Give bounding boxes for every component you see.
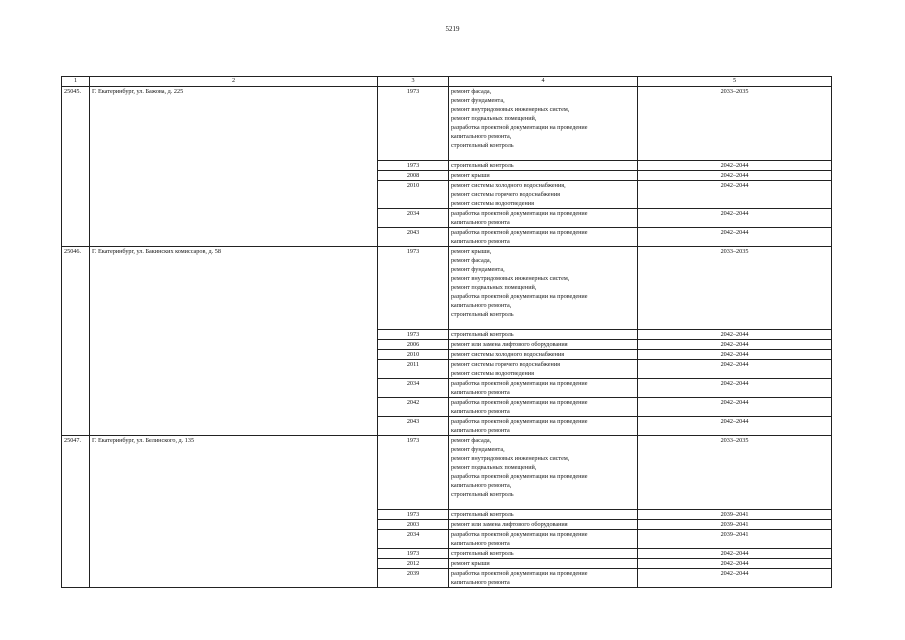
period-cell: 2042–2044 — [638, 340, 832, 350]
year-cell: 1973 — [378, 87, 449, 161]
year-cell: 2042 — [378, 398, 449, 417]
year-cell: 2043 — [378, 228, 449, 247]
period-cell: 2042–2044 — [638, 379, 832, 398]
works-cell: строительный контроль — [449, 549, 638, 559]
table-header — [62, 77, 832, 87]
year-cell: 2010 — [378, 181, 449, 209]
period-cell: 2039–2041 — [638, 510, 832, 520]
works-cell: строительный контроль — [449, 330, 638, 340]
works-cell: разработка проектной документации на проведение капитального ремонта — [449, 209, 638, 228]
works-cell: разработка проектной документации на проведение капитального ремонта — [449, 398, 638, 417]
record-number: 25047. — [62, 436, 90, 588]
works-cell: ремонт или замена лифтового оборудования — [449, 520, 638, 530]
year-cell: 2011 — [378, 360, 449, 379]
works-cell: ремонт фасада, ремонт фундамента, ремонт внутридомовых инженерных систем, ремонт подвальных помещений, разработка проектной документации на проведение капитального ремонта, строительный контроль — [449, 436, 638, 510]
year-cell: 2034 — [378, 209, 449, 228]
period-cell: 2033–2035 — [638, 436, 832, 510]
header-col-2: 2 — [90, 77, 378, 87]
header-col-1: 1 — [62, 77, 90, 87]
year-cell: 1973 — [378, 161, 449, 171]
year-cell: 1973 — [378, 549, 449, 559]
table-row — [62, 247, 832, 330]
period-cell: 2039–2041 — [638, 520, 832, 530]
works-cell: ремонт крыши, ремонт фасада, ремонт фундамента, ремонт внутридомовых инженерных систем, ремонт подвальных помещений, разработка проектной документации на проведение капитального ремонта, строительный контроль — [449, 247, 638, 330]
year-cell: 2039 — [378, 569, 449, 588]
address-cell: Г. Екатеринбург, ул. Белинского, д. 135 — [90, 436, 378, 588]
works-cell: строительный контроль — [449, 161, 638, 171]
period-cell: 2042–2044 — [638, 209, 832, 228]
period-cell: 2042–2044 — [638, 228, 832, 247]
works-cell: разработка проектной документации на проведение капитального ремонта — [449, 569, 638, 588]
address-cell: Г. Екатеринбург, ул. Бакинских комиссаров, д. 58 — [90, 247, 378, 436]
year-cell: 1973 — [378, 436, 449, 510]
address-cell: Г. Екатеринбург, ул. Бажова, д. 225 — [90, 87, 378, 247]
period-cell: 2033–2035 — [638, 247, 832, 330]
period-cell: 2042–2044 — [638, 559, 832, 569]
period-cell: 2042–2044 — [638, 569, 832, 588]
period-cell: 2042–2044 — [638, 330, 832, 340]
year-cell: 2003 — [378, 520, 449, 530]
record-number: 25046. — [62, 247, 90, 436]
period-cell: 2042–2044 — [638, 417, 832, 436]
record-number: 25045. — [62, 87, 90, 247]
table-row — [62, 436, 832, 510]
year-cell: 2034 — [378, 530, 449, 549]
period-cell: 2042–2044 — [638, 549, 832, 559]
works-cell: разработка проектной документации на проведение капитального ремонта — [449, 379, 638, 398]
year-cell: 2043 — [378, 417, 449, 436]
year-cell: 2034 — [378, 379, 449, 398]
page-number: 5219 — [445, 25, 460, 33]
works-cell: ремонт или замена лифтового оборудования — [449, 340, 638, 350]
works-cell: ремонт фасада, ремонт фундамента, ремонт внутридомовых инженерных систем, ремонт подвальных помещений, разработка проектной документации на проведение капитального ремонта, строительный контроль — [449, 87, 638, 161]
table-body — [62, 87, 832, 588]
repair-schedule-table — [61, 76, 832, 588]
works-cell: разработка проектной документации на проведение капитального ремонта — [449, 417, 638, 436]
period-cell: 2042–2044 — [638, 181, 832, 209]
year-cell: 2008 — [378, 171, 449, 181]
period-cell: 2042–2044 — [638, 171, 832, 181]
period-cell: 2042–2044 — [638, 360, 832, 379]
works-cell: строительный контроль — [449, 510, 638, 520]
period-cell: 2042–2044 — [638, 161, 832, 171]
period-cell: 2042–2044 — [638, 398, 832, 417]
works-cell: разработка проектной документации на проведение капитального ремонта — [449, 530, 638, 549]
works-cell: ремонт системы холодного водоснабжения — [449, 350, 638, 360]
period-cell: 2042–2044 — [638, 350, 832, 360]
period-cell: 2039–2041 — [638, 530, 832, 549]
year-cell: 2006 — [378, 340, 449, 350]
year-cell: 2012 — [378, 559, 449, 569]
year-cell: 1973 — [378, 510, 449, 520]
works-cell: разработка проектной документации на проведение капитального ремонта — [449, 228, 638, 247]
header-col-3: 3 — [378, 77, 449, 87]
header-col-4: 4 — [449, 77, 638, 87]
works-cell: ремонт системы горячего водоснабжения ремонт системы водоотведения — [449, 360, 638, 379]
works-cell: ремонт крыши — [449, 559, 638, 569]
works-cell: ремонт системы холодного водоснабжения, ремонт системы горячего водоснабжения ремонт системы водоотведения — [449, 181, 638, 209]
table-row — [62, 87, 832, 161]
year-cell: 1973 — [378, 330, 449, 340]
period-cell: 2033–2035 — [638, 87, 832, 161]
works-cell: ремонт крыши — [449, 171, 638, 181]
header-col-5: 5 — [638, 77, 832, 87]
year-cell: 1973 — [378, 247, 449, 330]
year-cell: 2010 — [378, 350, 449, 360]
